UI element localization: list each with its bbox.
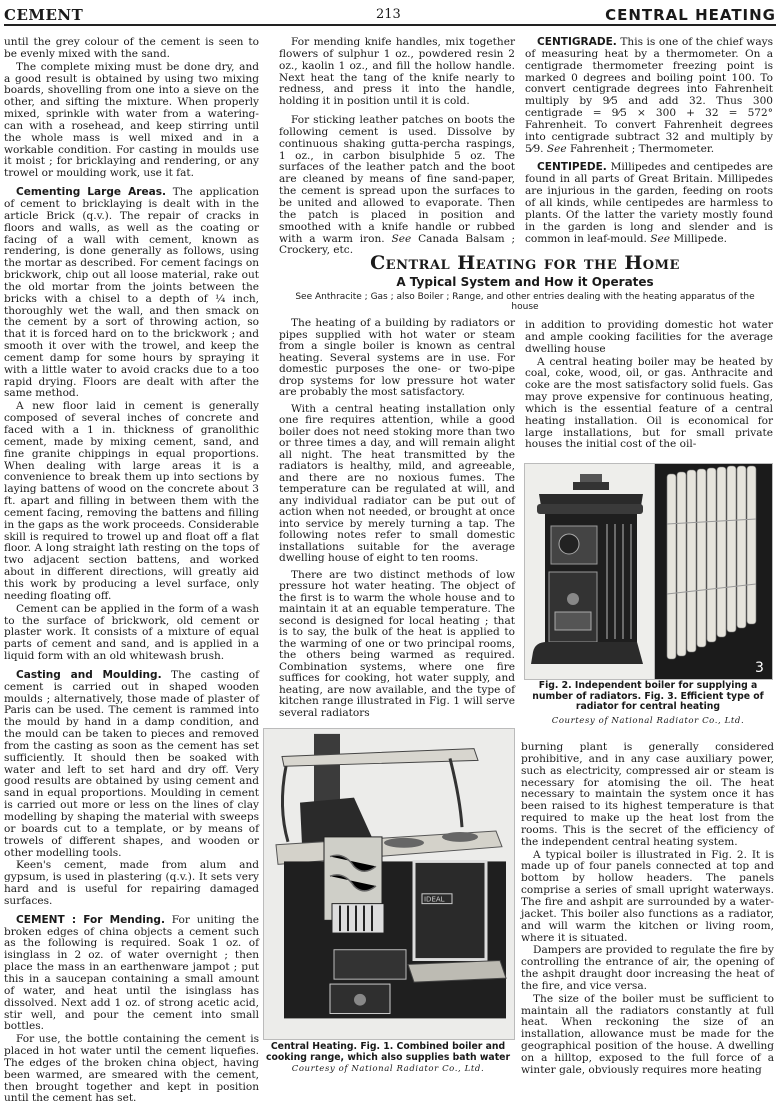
paragraph: burning plant is generally considered prohibitive, and in any case auxiliary power, such as electricity, compressed air or steam is necessary for atomising the oil. The heat necessary to maintain the system once it has been raised to its highest temperature is that required to make up the heat lost from the rooms. This is the secret of the efficiency of the independent central heating system.: [521, 741, 774, 848]
article-title-block: [275, 252, 775, 312]
entry-heading: CENTIPEDE.: [537, 161, 607, 174]
radiator-illustration: [655, 464, 772, 679]
article-see-also: See Anthracite ; Gas ; also Boiler ; Range, and other entries dealing with the heating apparatus of the house: [295, 292, 755, 312]
paragraph-cement-mending: [4, 915, 259, 1033]
paragraph-text: The casting of cement is carried out in shaped wooden moulds ; alternatively, those made of plaster of Paris can be used. The cement is rammed into the mould by hand in a damp condition, and the mould can be taken to pieces and removed from the casting as soon as the cement has set sufficiently. It should then be soaked with water and left to set hard and dry off. Very good results are obtained by using cement and sand in equal proportions. Moulding in cement is carried out more or less on the lines of clay modelling by shaping the material with sweeps or boards cut to a template, or by means of trowels of different shapes, and wooden or other modelling tools.: [4, 668, 259, 859]
paragraph: [279, 115, 515, 257]
cross-reference[interactable]: Millipede.: [669, 232, 727, 245]
figure-3-radiator: [654, 463, 773, 680]
header-left-title: CEMENT: [4, 6, 84, 24]
article-subtitle: A Typical System and How it Operates: [396, 275, 654, 289]
boiler-illustration: [525, 464, 654, 679]
figure-2-3-caption: [524, 681, 772, 726]
entry-centipede: [525, 162, 773, 245]
paragraph: A new floor laid in cement is generally composed of several inches of concrete and faced with a 1 in. thickness of granolithic cement, made by mixing cement, sand, and fine granite chippings in equal proportions. When dealing with large areas it is a convenience to break them up into sections by laying battens of wood on the concrete about 3 ft. apart and filling in between them with the cement facing, removing the battens and filling in the gaps as the work proceeds. Considerable skill is required to trowel up and float off a flat floor. A long straight lath resting on the tops of two adjacent section battens, and worked about in different directions, will greatly aid this work by producing a level surface, only needing floating off.: [4, 400, 259, 602]
article-title: Central Heating for the Home: [370, 252, 680, 274]
cross-reference[interactable]: Canada Balsam ; Crockery, etc.: [279, 232, 516, 257]
entry-heading: CEMENT : For Mending.: [16, 913, 165, 926]
paragraph-casting-moulding: [4, 670, 259, 860]
paragraph: For use, the bottle containing the cement is placed in hot water until the cement liquefies. The edges of the broken china object, having been warmed, are smeared with the cement, then brought together and kept in position until the cement has set.: [4, 1033, 259, 1105]
paragraph: For mending knife handles, mix together flowers of sulphur 1 oz., powdered resin 2 oz., kaolin 1 oz., and fill the hollow handle. Next heat the tang of the knife nearly to redness, and press it into the handle, holding it in position until it is cold.: [279, 36, 515, 108]
range-badge: IDEAL: [424, 895, 445, 904]
paragraph: The heating of a building by radiators or pipes supplied with hot water or steam from a single boiler is known as central heating. Several systems are in use. For domestic purposes the one- or two-pipe drop systems for low pressure hot water are probably the most satisfactory.: [279, 317, 515, 398]
paragraph: until the grey colour of the cement is seen to be evenly mixed with the sand.: [4, 36, 259, 60]
column-centigrade-centipede: [525, 37, 773, 245]
column-cement: [4, 37, 259, 1105]
caption-text: Central Heating. Fig. 1. Combined boiler and cooking range, which also supplies bath water: [265, 1041, 511, 1063]
figure-1-range: [263, 728, 515, 1040]
running-header: [4, 4, 776, 26]
paragraph: With a central heating installation only one fire requires attention, while a good boiler does not need stoking more than two or three times a day, and will remain alight all night. The heat transmitted by the radiators is healthy, mild, and agreeable, and there are no noxious fumes. The temperature can be regulated at will, and any individual radiator can be put out of action when not needed, or brought at once into service by merely turning a tap. The following notes refer to small domestic installations suitable for the average dwelling house of eight to ten rooms.: [279, 402, 515, 564]
caption-text: Fig. 2. Independent boiler for supplying a number of radiators. Fig. 3. Efficient type of radiator for central heating: [532, 680, 764, 712]
column-cement-continued: [279, 37, 515, 257]
article-column-right-lower: [521, 742, 774, 1077]
paragraph: A central heating boiler may be heated by coal, coke, wood, oil, or gas. Anthracite and coke are the most satisfactory solid fuels. Gas may prove expensive for continuous heating, which is the essential feature of a central heating installation. Oil is economical for large installations, but for small private houses the initial cost of the oil-: [525, 355, 773, 451]
article-column-right: [525, 320, 773, 451]
paragraph: in addition to providing domestic hot water and ample cooking facilities for the average dwelling house: [525, 319, 773, 355]
cooking-range-illustration: [264, 729, 514, 1039]
figure-2-boiler: [524, 463, 655, 680]
paragraph-cementing-large-areas: [4, 187, 259, 400]
section-heading: Casting and Moulding.: [16, 668, 162, 681]
paragraph-text: This is one of the chief ways of measuring heat by a thermometer. On a centigrade thermometer freezing point is marked 0 degrees and boiling point 100. To convert centigrade degrees into Fahrenheit multiply by 9⁄5 and add 32. Thus 300 centigrade = 9⁄5 × 300 + 32 = 572° Fahrenheit. To convert Fahrenheit degrees into centigrade subtract 32 and multiply by 5⁄9.: [525, 36, 773, 155]
paragraph-text: For uniting the broken edges of china objects a cement such as the following is required. Soak 1 oz. of isinglass in 2 oz. of water overnight ; then place the mass in an earthenware jampot ; put this in a saucepan containing a small amount of water, and heat until the isinglass has dissolved. Next add 1 oz. of strong acetic acid, stir well, and pour the cement into small bottles.: [4, 913, 259, 1033]
header-right-title: CENTRAL HEATING: [605, 6, 776, 24]
figure-number: 3: [755, 660, 764, 676]
see-reference: See: [391, 232, 412, 245]
paragraph: Keen's cement, made from alum and gypsum, is used in plastering (q.v.). It sets very hard and is useful for repairing damaged surfaces.: [4, 859, 259, 907]
paragraph: There are two distinct methods of low pressure hot water heating. The object of the first is to warm the whole house and to maintain it at an equable temperature. The second is designed for local heating ; that is to say, the bulk of the heat is applied to the warming of one or two principal rooms, the others being warmed as required. Combination systems, where one fire suffices for cooking, hot water supply, and heating, are now available, and the type of kitchen range illustrated in Fig. 1 will serve several radiators: [279, 568, 515, 719]
page-number: 213: [376, 7, 401, 22]
see-reference: See: [546, 142, 567, 155]
paragraph: A typical boiler is illustrated in Fig. 2. It is made up of four panels connected at top and bottom by hollow headers. The panels comprise a series of small upright waterways. The fire and ashpit are surrounded by a water-jacket. This boiler also functions as a radiator, and will warm the kitchen or living room, where it is situated.: [521, 848, 774, 944]
paragraph: Cement can be applied in the form of a wash to the surface of brickwork, old cement or plaster work. It consists of a mixture of equal parts of cement and sand, and is applied in a liquid form with an old whitewash brush.: [4, 602, 259, 663]
paragraph-text: For sticking leather patches on boots the following cement is used. Dissolve by continuous shaking gutta-percha raspings, 1 oz., in carbon bisulphide 5 oz. The surfaces of the leather patch and the boot are cleaned by means of fine sand-paper, the cement is spread upon the surfaces to be united and allowed to evaporate. Then the patch is placed in position and smoothed with a knife handle or rubbed with a warm iron.: [279, 114, 515, 245]
see-reference: See: [650, 232, 670, 245]
section-heading: Cementing Large Areas.: [16, 186, 166, 199]
paragraph: The size of the boiler must be sufficient to maintain all the radiators constantly at full heat. When reckoning the size of an installation, allowance must be made for the geographical position of the house. A dwelling on a hilltop, exposed to the full force of a winter gale, obviously requires more heating: [521, 992, 774, 1076]
figure-1-caption: [263, 1042, 513, 1075]
paragraph-text: Millipedes and centipedes are found in all parts of Great Britain. Millipedes are injurious in the garden, feeding on roots of all kinds, while centipedes are harmless to plants. Of the latter the variety mostly found in the garden is long and slender and is common in leaf-mould.: [525, 161, 773, 245]
paragraph-text: The application of cement to bricklaying is dealt with in the article Brick (q.v.). The repair of cracks in floors and walls, as well as the coating or facing of a wall with cement, known as rendering, is done generally as follows, using the mortar as described. For cement facings on brickwork, chip out all loose material, rake out the old mortar from the joints between the bricks with a chisel to a depth of ¼ inch, thoroughly wet the wall, and then smack on the cement by a sort of throwing action, so that it is forced hard on to the brickwork ; and smooth it over with the trowel, and keep the cement damp for some hours by spraying it with a little water to avoid cracks due to a too rapid drying. Floors are dealt with after the same method.: [4, 186, 259, 400]
article-column-left: [279, 318, 515, 719]
paragraph: Dampers are provided to regulate the fire by controlling the entrance of air, the opening of the ashpit draught door increasing the heat of the fire, and vice versa.: [521, 944, 774, 992]
courtesy-credit: Courtesy of National Radiator Co., Ltd.: [291, 1064, 485, 1074]
entry-centigrade: [525, 37, 773, 155]
entry-heading: CENTIGRADE.: [537, 36, 617, 48]
paragraph: The complete mixing must be done dry, and a good result is obtained by using two mixing boards, shovelling from one into a sieve on the other, and sifting the mixture. When properly mixed, sprinkle with water from a watering-can with a rosehead, and keep stirring until the whole mass is well mixed and in a workable condition. For casting in moulds use it moist ; for bricklaying and rendering, or any trowel or moulding work, use it fat.: [4, 60, 259, 180]
cross-reference[interactable]: Fahrenheit ; Thermometer.: [566, 142, 715, 155]
courtesy-credit: Courtesy of National Radiator Co., Ltd.: [551, 715, 745, 726]
